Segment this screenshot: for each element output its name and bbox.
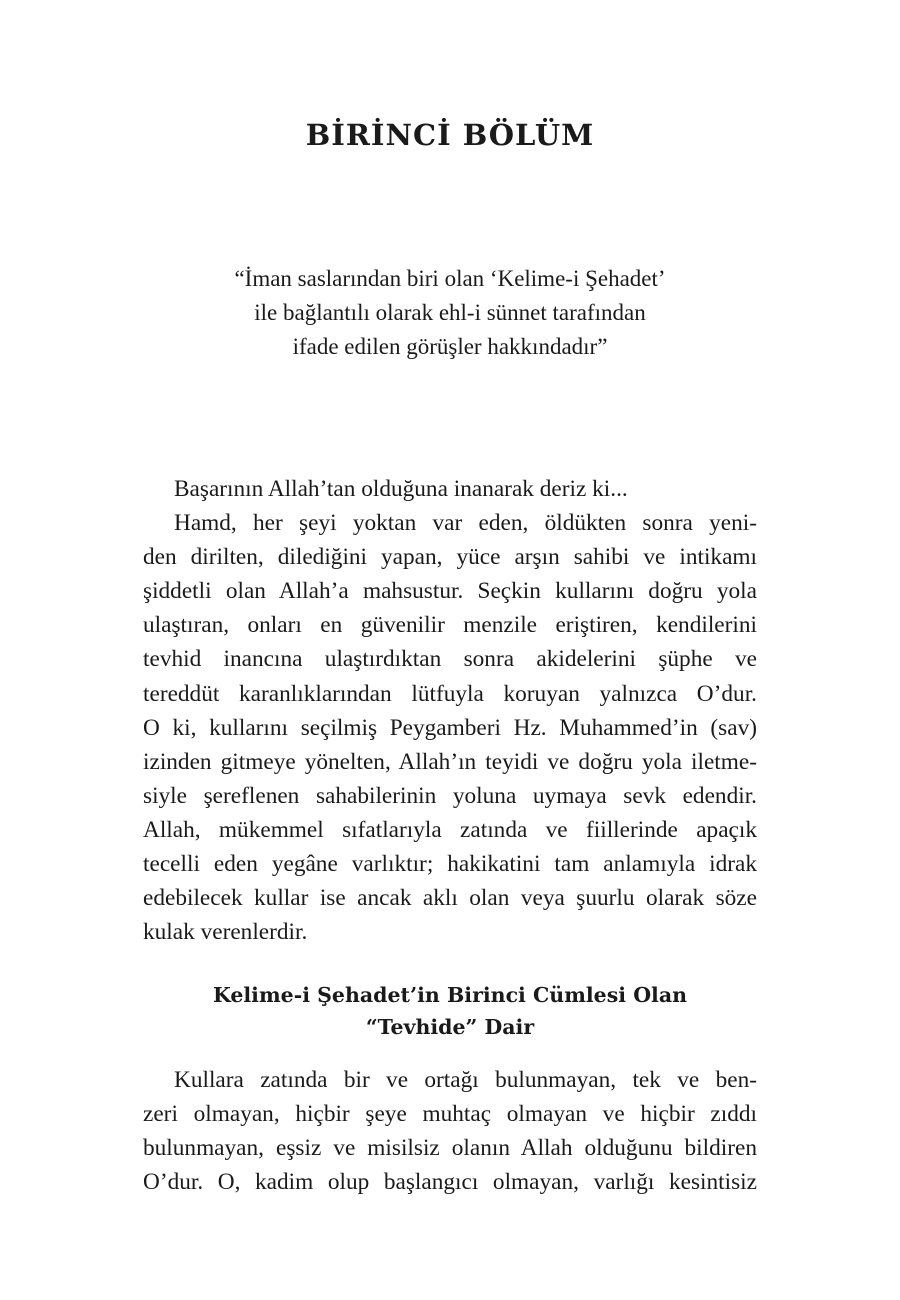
text-line: Allah, mükemmel sıfatlarıyla zatında ve fiillerinde apaçık	[143, 816, 757, 843]
intro-paragraph-1-text: Başarının Allah’tan olduğuna inanarak deriz ki...	[174, 476, 628, 502]
text-line: tecelli eden yegâne varlıktır; hakikatini tam anlamıyla idrak	[143, 851, 757, 878]
text-line: Kullara zatında bir ve ortağı bulunmayan, tek ve ben-	[174, 1067, 757, 1093]
epigraph-line: ifade edilen görüşler hakkındadır”	[292, 334, 608, 359]
text-line: den dirilten, dilediğini yapan, yüce arşın sahibi ve intikamı	[143, 544, 757, 571]
chapter-title: BİRİNCİ BÖLÜM	[305, 118, 595, 152]
text-line: zeri olmayan, hiçbir şeye muhtaç olmayan ve hiçbir zıddı	[143, 1101, 757, 1128]
intro-paragraph-1	[143, 472, 757, 506]
text-line: siyle şereflenen sahabilerinin yoluna uymaya sevk edendir.	[143, 782, 757, 809]
text-line: şiddetli olan Allah’a mahsustur. Seçkin kullarını doğru yola	[143, 578, 757, 605]
epigraph-line: ile bağlantılı olarak ehl-i sünnet tarafından	[254, 300, 646, 325]
text-line: kulak verenlerdir.	[143, 919, 308, 946]
text-line: tereddüt karanlıklarından lütfuyla koruyan yalnızca O’dur.	[143, 680, 757, 707]
section-heading-line: “Tevhide” Dair	[365, 1015, 535, 1039]
epigraph	[150, 262, 750, 364]
text-line: O’dur. O, kadim olup başlangıcı olmayan, varlığı kesintisiz	[143, 1169, 757, 1196]
text-line: ulaştıran, onları en güvenilir menzile eriştiren, kendilerini	[143, 612, 757, 639]
text-line: Hamd, her şeyi yoktan var eden, öldükten sonra yeni-	[174, 510, 757, 537]
text-line: bulunmayan, eşsiz ve misilsiz olanın Allah olduğunu bildiren	[143, 1135, 757, 1162]
section-text	[143, 1063, 757, 1199]
epigraph-line: “İman saslarından biri olan ‘Kelime-i Şehadet’	[234, 266, 666, 291]
intro-paragraph-2	[143, 506, 757, 949]
text-line: O ki, kullarını seçilmiş Peygamberi Hz. Muhammed’in (sav)	[143, 714, 757, 741]
section-heading	[150, 979, 750, 1043]
text-line: edebilecek kullar ise ancak aklı olan veya şuurlu olarak söze	[143, 885, 757, 912]
intro-text	[143, 472, 757, 949]
text-line: izinden gitmeye yönelten, Allah’ın teyidi ve doğru yola iletme-	[143, 748, 757, 775]
text-line: tevhid inancına ulaştırdıktan sonra akidelerini şüphe ve	[143, 646, 757, 673]
section-heading-line: Kelime-i Şehadet’in Birinci Cümlesi Olan	[212, 983, 688, 1007]
